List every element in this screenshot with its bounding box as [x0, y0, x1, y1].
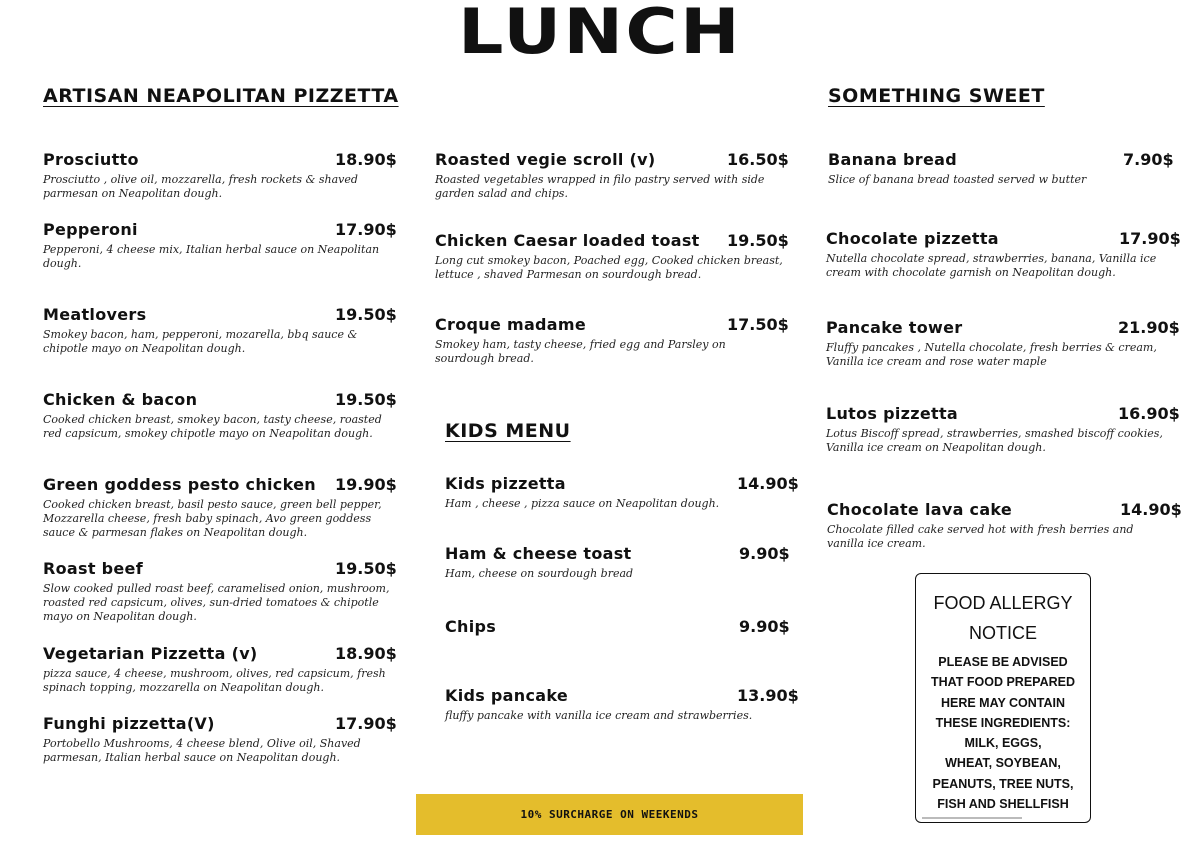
- item-description: Portobello Mushrooms, 4 cheese blend, Olive oil, Shaved parmesan, Italian herbal sauce on Neapolitan dough.: [43, 737, 361, 764]
- item-description: pizza sauce, 4 cheese, mushroom, olives, red capsicum, fresh spinach topping, mozzarella on Neapolitan dough.: [43, 667, 386, 694]
- allergy-title-line: FOOD ALLERGY: [933, 593, 1073, 613]
- item-name: Chocolate lava cake: [827, 500, 1013, 519]
- item-description: Ham, cheese on sourdough bread: [445, 567, 634, 580]
- menu-item: [43, 305, 397, 356]
- item-price: 9.90$: [739, 544, 790, 563]
- item-price: 18.90$: [335, 644, 397, 663]
- allergy-line: MILK, EGGS,: [964, 736, 1042, 751]
- menu-item: [445, 544, 795, 581]
- menu-item: [445, 617, 795, 636]
- item-name: Banana bread: [828, 150, 957, 169]
- allergy-line: THESE INGREDIENTS:: [935, 715, 1071, 730]
- item-name: Prosciutto: [43, 150, 139, 169]
- item-price: 19.50$: [335, 390, 397, 409]
- item-name: Roasted vegie scroll (v): [435, 150, 656, 169]
- item-name: Ham & cheese toast: [445, 544, 632, 563]
- item-name: Pancake tower: [826, 318, 963, 337]
- item-price: 13.90$: [737, 686, 799, 705]
- menu-item: [435, 150, 789, 201]
- menu-item: [43, 390, 397, 441]
- menu-item: [43, 644, 397, 695]
- item-description: Smokey ham, tasty cheese, fried egg and Parsley on sourdough bread.: [435, 338, 726, 365]
- item-price: 19.50$: [727, 231, 789, 250]
- item-description: Pepperoni, 4 cheese mix, Italian herbal sauce on Neapolitan dough.: [43, 243, 380, 270]
- allergy-line: PEANUTS, TREE NUTS,: [932, 776, 1074, 791]
- item-name: Chicken Caesar loaded toast: [435, 231, 700, 250]
- item-price: 17.90$: [1119, 229, 1181, 248]
- item-name: Meatlovers: [43, 305, 147, 324]
- item-price: 19.90$: [335, 475, 397, 494]
- item-description: Lotus Biscoff spread, strawberries, smashed biscoff cookies, Vanilla ice cream on Neapolitan dough.: [826, 427, 1163, 454]
- item-name: Kids pancake: [445, 686, 569, 705]
- menu-item: [43, 150, 397, 201]
- allergy-line: PLEASE BE ADVISED: [938, 655, 1068, 669]
- item-description: Ham , cheese , pizza sauce on Neapolitan dough.: [445, 497, 720, 510]
- menu-item: [43, 559, 397, 624]
- item-name: Funghi pizzetta(V): [43, 714, 215, 733]
- item-description: Chocolate filled cake served hot with fresh berries and vanilla ice cream.: [827, 523, 1134, 550]
- item-name: Green goddess pesto chicken: [43, 475, 316, 494]
- item-price: 18.90$: [335, 150, 397, 169]
- item-description: Slow cooked pulled roast beef, caramelised onion, mushroom, roasted red capsicum, olives, sun-dried tomatoes & chipotle mayo on Neapolitan dough.: [43, 582, 390, 623]
- allergy-notice: [915, 573, 1091, 823]
- allergy-line: FISH AND SHELLFISH: [937, 797, 1069, 812]
- item-name: Pepperoni: [43, 220, 138, 239]
- item-price: 16.90$: [1118, 404, 1180, 423]
- item-price: 7.90$: [1123, 150, 1174, 169]
- item-price: 19.50$: [335, 559, 397, 578]
- allergy-text: [916, 652, 1090, 814]
- menu-item: [827, 500, 1182, 551]
- item-price: 19.50$: [335, 305, 397, 324]
- item-price: 14.90$: [737, 474, 799, 493]
- item-price: 9.90$: [739, 617, 790, 636]
- item-description: Cooked chicken breast, basil pesto sauce, green bell pepper, Mozzarella cheese, fresh baby spinach, Avo green goddess sauce & parmesan flakes on Neapolitan dough.: [43, 498, 382, 539]
- menu-item: [828, 150, 1173, 187]
- section-heading-kids: KIDS MENU: [445, 420, 571, 442]
- menu-item: [445, 686, 799, 723]
- item-description: Slice of banana bread toasted served w butter: [828, 173, 1087, 186]
- section-heading-sweet: SOMETHING SWEET: [828, 85, 1045, 107]
- surcharge-banner: 10% SURCHARGE ON WEEKENDS: [416, 794, 803, 835]
- item-description: fluffy pancake with vanilla ice cream and strawberries.: [445, 709, 753, 722]
- item-price: 17.90$: [335, 714, 397, 733]
- menu-item: [826, 229, 1181, 280]
- item-description: Prosciutto , olive oil, mozzarella, fresh rockets & shaved parmesan on Neapolitan dough.: [43, 173, 358, 200]
- allergy-line: HERE MAY CONTAIN: [940, 695, 1066, 710]
- item-name: Lutos pizzetta: [826, 404, 959, 423]
- menu-item: [435, 315, 789, 366]
- menu-item: [435, 231, 789, 282]
- item-name: Vegetarian Pizzetta (v): [43, 644, 258, 663]
- item-price: 14.90$: [1120, 500, 1182, 519]
- menu-item: [826, 404, 1180, 455]
- item-price: 16.50$: [727, 150, 789, 169]
- menu-item: [826, 318, 1180, 369]
- allergy-line: THAT FOOD PREPARED: [931, 675, 1075, 690]
- item-description: Fluffy pancakes , Nutella chocolate, fresh berries & cream, Vanilla ice cream and rose water maple: [826, 341, 1157, 368]
- item-description: Nutella chocolate spread, strawberries, banana, Vanilla ice cream with chocolate garnish on Neapolitan dough.: [826, 252, 1157, 279]
- menu-title: LUNCH: [458, 0, 742, 68]
- item-price: 17.90$: [335, 220, 397, 239]
- menu-item: [43, 475, 398, 540]
- allergy-fine-print: [922, 817, 1022, 819]
- menu-item: [43, 220, 397, 271]
- item-description: Cooked chicken breast, smokey bacon, tasty cheese, roasted red capsicum, smokey chipotle mayo on Neapolitan dough.: [43, 413, 382, 440]
- item-name: Kids pizzetta: [445, 474, 566, 493]
- section-heading-pizzetta: ARTISAN NEAPOLITAN PIZZETTA: [43, 85, 399, 107]
- item-description: Long cut smokey bacon, Poached egg, Cooked chicken breast, lettuce , shaved Parmesan on sourdough bread.: [435, 254, 783, 281]
- item-name: Roast beef: [43, 559, 143, 578]
- allergy-title: [916, 588, 1090, 648]
- item-description: Roasted vegetables wrapped in filo pastry served with side garden salad and chips.: [435, 173, 765, 200]
- allergy-line: WHEAT, SOYBEAN,: [945, 756, 1061, 771]
- allergy-title-line: NOTICE: [968, 623, 1037, 643]
- item-name: Croque madame: [435, 315, 587, 334]
- menu-item: [445, 474, 799, 511]
- menu-item: [43, 714, 397, 765]
- item-name: Chips: [445, 617, 497, 636]
- item-name: Chocolate pizzetta: [826, 229, 999, 248]
- item-price: 21.90$: [1118, 318, 1180, 337]
- item-name: Chicken & bacon: [43, 390, 198, 409]
- item-description: Smokey bacon, ham, pepperoni, mozarella, bbq sauce & chipotle mayo on Neapolitan dough.: [43, 328, 358, 355]
- item-price: 17.50$: [727, 315, 789, 334]
